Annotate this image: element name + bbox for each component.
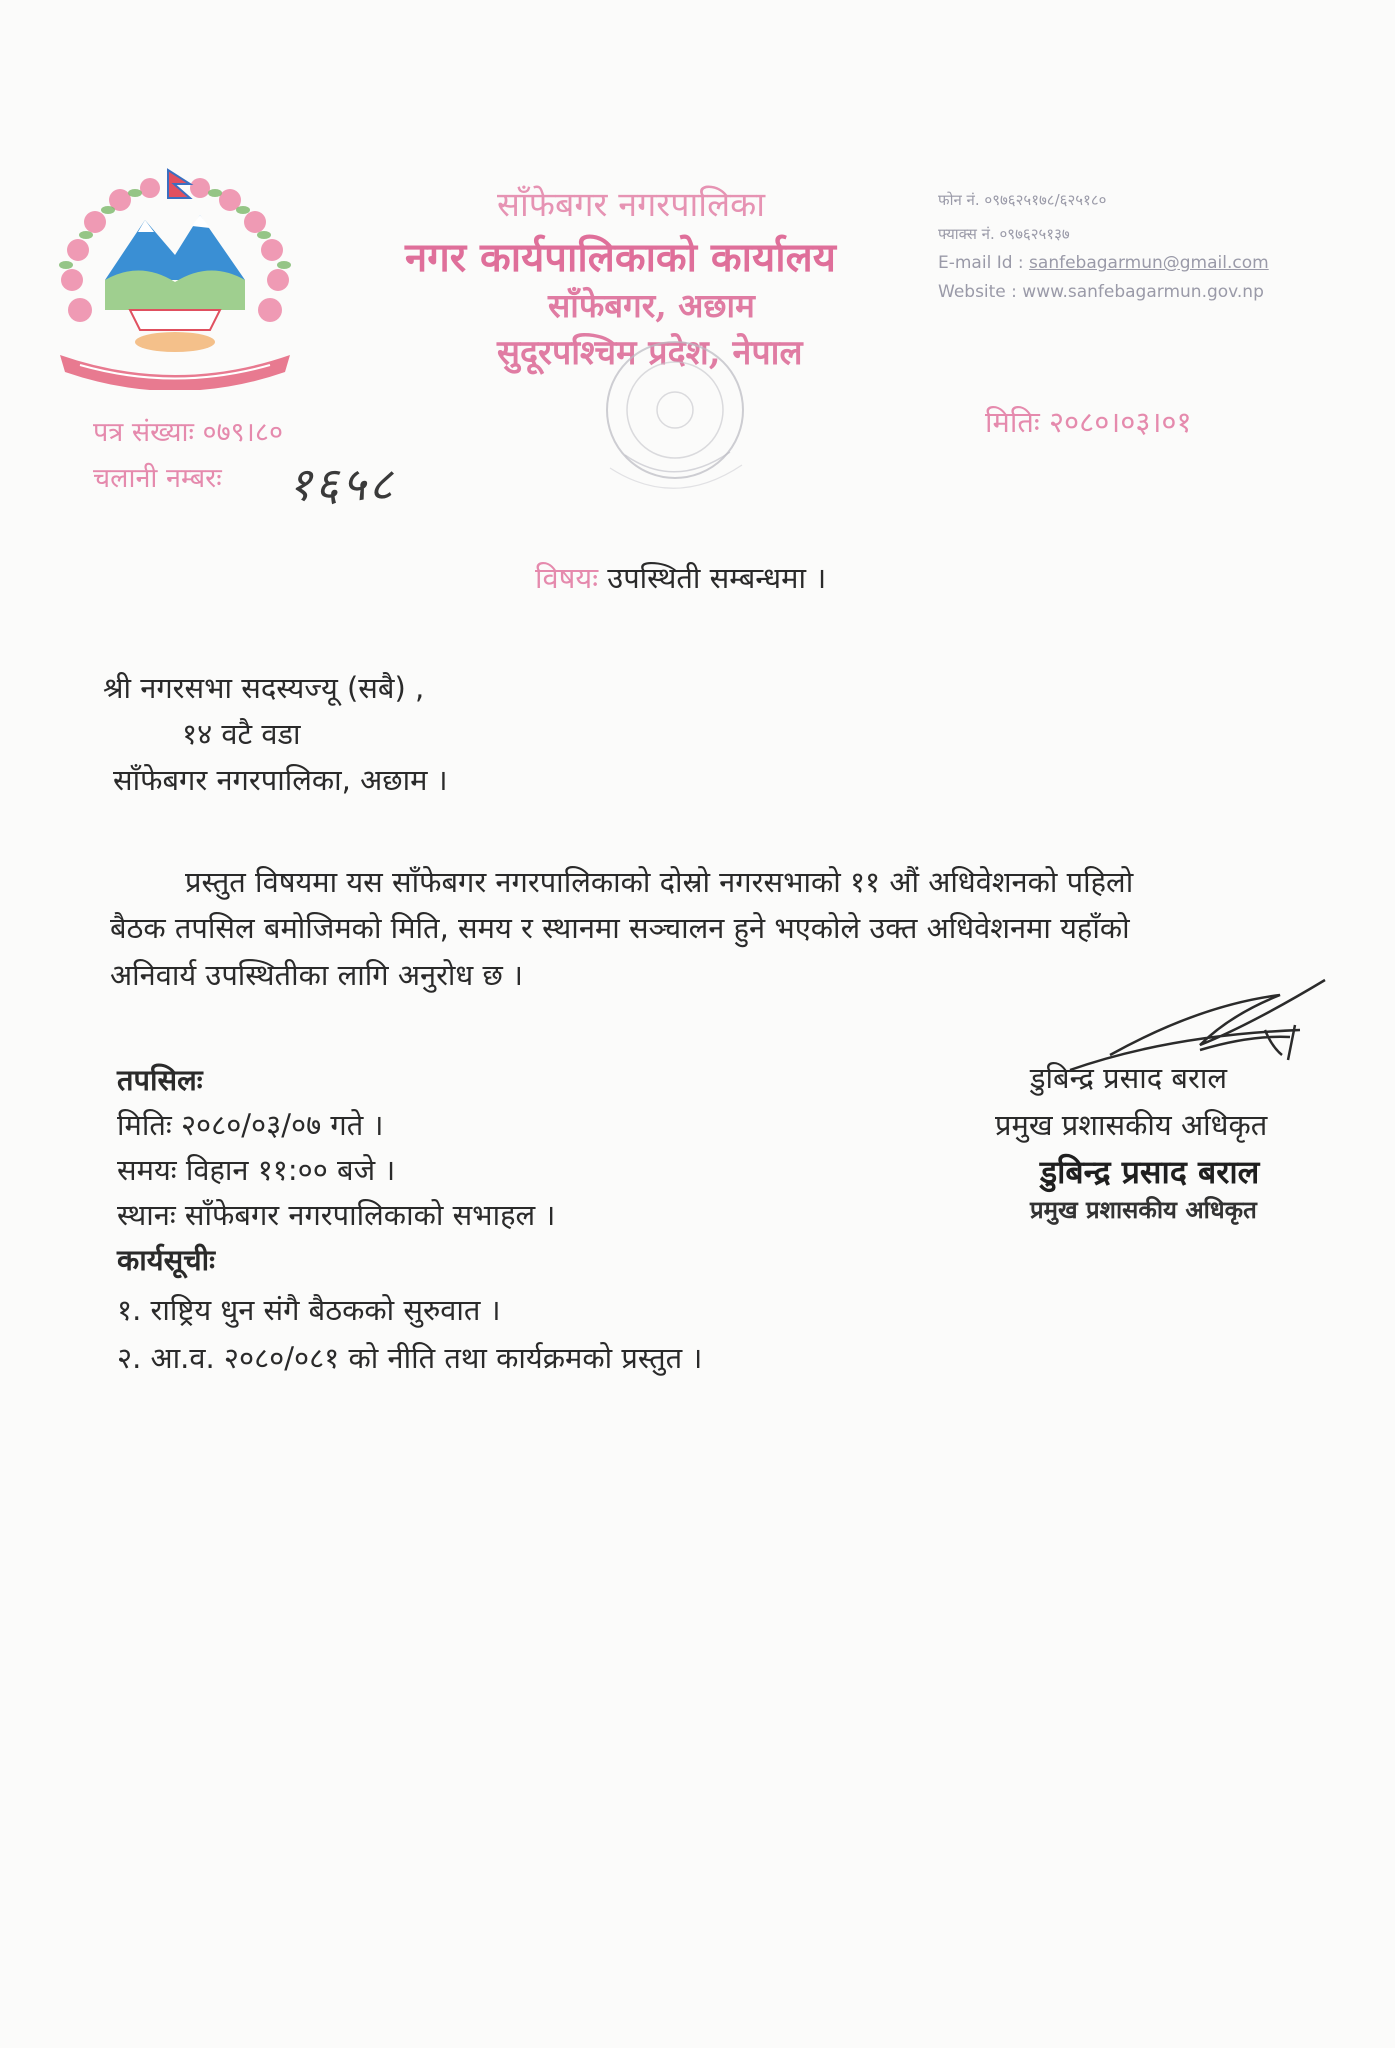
agenda-item: १. राष्ट्रिय धुन संगै बैठकको सुरुवात । — [117, 1293, 501, 1327]
email-link[interactable]: sanfebagarmun@gmail.com — [1029, 253, 1269, 273]
fax-number: फ्याक्स नं. ०९७६२५१३७ — [938, 225, 1070, 243]
body-line-1: प्रस्तुत विषयमा यस साँफेबगर नगरपालिकाको दोस्रो नगरसभाको ११ औं अधिवेशनको पहिलो — [185, 865, 1134, 899]
letter-date: मितिः २०८०।०३।०१ — [985, 405, 1192, 439]
addressee-line-1: श्री नगरसभा सदस्यज्यू (सबै) , — [103, 671, 425, 705]
addressee-line-2: १४ वटै वडा — [182, 717, 301, 751]
meeting-place: स्थानः साँफेबगर नगरपालिकाको सभाहल । — [117, 1198, 556, 1232]
letter-number: पत्र संख्याः ०७९।८० — [93, 417, 283, 448]
addressee-line-3: साँफेबगर नगरपालिका, अछाम । — [113, 763, 448, 797]
agenda-heading: कार्यसूचीः — [117, 1243, 215, 1277]
body-line-3: अनिवार्य उपस्थितीका लागि अनुरोध छ । — [110, 958, 524, 992]
dispatch-number-label: चलानी नम्बरः — [93, 463, 222, 494]
office-name-line-1: साँफेबगर नगरपालिका — [497, 185, 766, 225]
phone-number: फोन नं. ०९७६२५१७८/६२५१८० — [938, 191, 1107, 209]
email-label: E-mail Id : — [938, 253, 1024, 273]
email-line — [938, 253, 1269, 273]
office-seal-icon — [570, 340, 785, 520]
body-line-2: बैठक तपसिल बमोजिमको मिति, समय र स्थानमा सञ्चालन हुने भएकोले उक्त अधिवेशनमा यहाँको — [110, 911, 1130, 945]
signatory-title: प्रमुख प्रशासकीय अधिकृत — [995, 1108, 1268, 1142]
website-link[interactable]: Website : www.sanfebagarmun.gov.np — [938, 282, 1264, 302]
office-address-line-2: सुदूरपश्चिम प्रदेश, नेपाल — [497, 333, 803, 373]
details-heading: तपसिलः — [117, 1063, 203, 1097]
meeting-time: समयः विहान ११:०० बजे । — [117, 1153, 396, 1187]
subject-line — [535, 558, 826, 597]
stamp-title: प्रमुख प्रशासकीय अधिकृत — [1030, 1196, 1257, 1224]
meeting-date: मितिः २०८०/०३/०७ गते । — [117, 1108, 384, 1142]
office-address-line-1: साँफेबगर, अछाम — [548, 286, 755, 325]
subject-text: उपस्थिती सम्बन्धमा । — [607, 561, 827, 595]
signatory-name: डुबिन्द्र प्रसाद बराल — [1030, 1061, 1227, 1095]
stamp-name: डुबिन्द्र प्रसाद बराल — [1040, 1153, 1260, 1191]
subject-label: विषयः — [535, 561, 599, 595]
agenda-item: २. आ.व. २०८०/०८१ को नीति तथा कार्यक्रमको प्रस्तुत । — [117, 1341, 703, 1375]
nepal-emblem-icon — [50, 160, 300, 390]
dispatch-number-handwritten: १६५८ — [288, 457, 396, 511]
office-name-line-2: नगर कार्यपालिकाको कार्यालय — [405, 234, 836, 281]
